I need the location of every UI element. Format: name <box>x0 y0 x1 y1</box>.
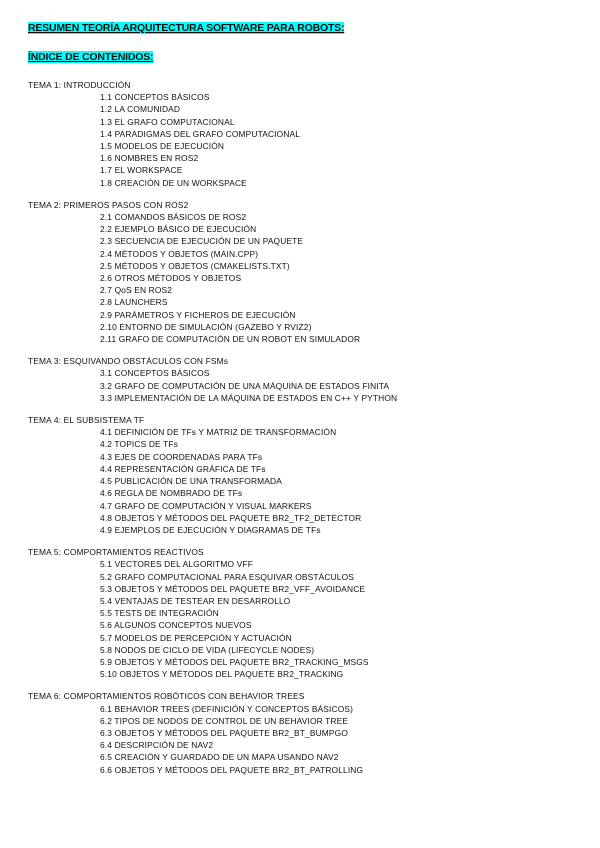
toc-item: 2.2 EJEMPLO BÁSICO DE EJECUCIÓN <box>100 224 257 235</box>
toc-item: 4.2 TOPICS DE TFs <box>100 439 178 450</box>
toc-item: 2.3 SECUENCIA DE EJECUCIÓN DE UN PAQUETE <box>100 236 304 247</box>
toc-item: 3.2 GRAFO DE COMPUTACIÓN DE UNA MÁQUINA DE ESTADOS FINITA <box>100 380 390 391</box>
chapter-title: TEMA 6: COMPORTAMIENTOS ROBÓTICOS CON BEHAVIOR TREES <box>28 691 305 702</box>
toc-item: 4.6 REGLA DE NOMBRADO DE TFs <box>100 488 243 499</box>
toc-item: 5.4 VENTAJAS DE TESTEAR EN DESARROLLO <box>100 595 291 606</box>
toc-item: 2.9 PARÁMETROS Y FICHEROS DE EJECUCIÓN <box>100 309 296 320</box>
toc-item: 4.4 REPRESENTACIÓN GRÁFICA DE TFs <box>100 463 266 474</box>
chapter-title: TEMA 2: PRIMEROS PASOS CON ROS2 <box>28 199 189 210</box>
toc-item: 4.8 OBJETOS Y MÉTODOS DEL PAQUETE BR2_TF2_DETECTOR <box>100 512 362 523</box>
toc-item: 2.11 GRAFO DE COMPUTACIÓN DE UN ROBOT EN SIMULADOR <box>100 334 361 345</box>
toc-item: 5.2 GRAFO COMPUTACIONAL PARA ESQUIVAR OBSTÁCULOS <box>100 571 354 582</box>
toc-item: 2.1 COMANDOS BÁSICOS DE ROS2 <box>100 212 247 223</box>
chapter-item-list <box>28 558 588 680</box>
toc-item: 6.6 OBJETOS Y MÉTODOS DEL PAQUETE BR2_BT_PATROLLING <box>100 764 364 775</box>
toc-item: 1.4 PARADIGMAS DEL GRAFO COMPUTACIONAL <box>100 128 301 139</box>
toc-item: 4.7 GRAFO DE COMPUTACIÓN Y VISUAL MARKERS <box>100 500 312 511</box>
toc-item: 4.1 DEFINICIÓN DE TFs Y MATRIZ DE TRANSFORMACIÓN <box>100 427 337 438</box>
chapter-item-list <box>28 91 588 189</box>
toc-item: 1.8 CREACIÓN DE UN WORKSPACE <box>100 177 247 188</box>
chapter-item-list <box>28 426 588 536</box>
toc-item: 5.8 NODOS DE CICLO DE VIDA (LIFECYCLE NODES) <box>100 644 315 655</box>
toc-item: 6.1 BEHAVIOR TREES (DEFINICIÓN Y CONCEPTOS BÁSICOS) <box>100 703 354 714</box>
toc-item: 2.10 ENTORNO DE SIMULACIÓN (GAZEBO Y RVIZ2) <box>100 321 312 332</box>
chapter-title: TEMA 1: INTRODUCCIÓN <box>28 80 131 90</box>
toc-chapter <box>28 546 588 680</box>
index-heading: ÍNDICE DE CONTENIDOS: <box>28 51 154 63</box>
toc-item: 2.6 OTROS MÉTODOS Y OBJETOS <box>100 273 242 284</box>
toc-item: 1.6 NOMBRES EN ROS2 <box>100 153 199 164</box>
table-of-contents <box>28 79 588 786</box>
toc-item: 2.7 QoS EN ROS2 <box>100 285 173 296</box>
toc-item: 5.7 MODELOS DE PERCEPCIÓN Y ACTUACIÓN <box>100 632 292 643</box>
chapter-item-list <box>28 367 588 404</box>
toc-item: 4.5 PUBLICACIÓN DE UNA TRANSFORMADA <box>100 476 282 487</box>
toc-item: 4.9 EJEMPLOS DE EJECUCIÓN Y DIAGRAMAS DE TFs <box>100 524 321 535</box>
toc-item: 2.4 MÉTODOS Y OBJETOS (MAIN.CPP) <box>100 248 259 259</box>
chapter-title: TEMA 4: EL SUBSISTEMA TF <box>28 415 145 426</box>
toc-chapter <box>28 690 588 775</box>
chapter-item-list <box>28 211 588 345</box>
toc-item: 2.8 LAUNCHERS <box>100 297 168 308</box>
chapter-title: TEMA 5: COMPORTAMIENTOS REACTIVOS <box>28 547 204 558</box>
toc-item: 1.5 MODELOS DE EJECUCIÓN <box>100 141 225 152</box>
toc-item: 5.3 OBJETOS Y MÉTODOS DEL PAQUETE BR2_VFF_AVOIDANCE <box>100 583 366 594</box>
toc-chapter <box>28 414 588 536</box>
toc-item: 1.2 LA COMUNIDAD <box>100 104 181 115</box>
toc-item: 6.2 TIPOS DE NODOS DE CONTROL DE UN BEHAVIOR TREE <box>100 715 349 726</box>
toc-item: 1.1 CONCEPTOS BÁSICOS <box>100 92 210 103</box>
toc-item: 2.5 MÉTODOS Y OBJETOS (CMAKELISTS.TXT) <box>100 260 290 271</box>
chapter-title: TEMA 3: ESQUIVANDO OBSTÁCULOS CON FSMs <box>28 356 229 367</box>
toc-item: 5.5 TESTS DE INTEGRACIÓN <box>100 608 219 619</box>
toc-item: 5.10 OBJETOS Y MÉTODOS DEL PAQUETE BR2_TRACKING <box>100 669 344 680</box>
toc-item: 5.9 OBJETOS Y MÉTODOS DEL PAQUETE BR2_TRACKING_MSGS <box>100 656 369 667</box>
toc-item: 4.3 EJES DE COORDENADAS PARA TFs <box>100 451 263 462</box>
toc-item: 6.4 DESCRIPCIÓN DE NAV2 <box>100 740 214 751</box>
toc-item: 3.1 CONCEPTOS BÁSICOS <box>100 368 210 379</box>
toc-item: 5.6 ALGUNOS CONCEPTOS NUEVOS <box>100 620 252 631</box>
document-title: RESUMEN TEORÍA ARQUITECTURA SOFTWARE PARA ROBOTS: <box>28 22 345 34</box>
toc-chapter <box>28 199 588 345</box>
toc-item: 5.1 VECTORES DEL ALGORITMO VFF <box>100 559 253 570</box>
toc-item: 3.3 IMPLEMENTACIÓN DE LA MÁQUINA DE ESTADOS EN C++ Y PYTHON <box>100 392 398 403</box>
toc-item: 1.7 EL WORKSPACE <box>100 165 183 176</box>
toc-item: 6.5 CREACIÓN Y GUARDADO DE UN MAPA USANDO NAV2 <box>100 752 339 763</box>
toc-chapter <box>28 79 588 189</box>
toc-item: 6.3 OBJETOS Y MÉTODOS DEL PAQUETE BR2_BT_BUMPGO <box>100 727 348 738</box>
toc-item: 1.3 EL GRAFO COMPUTACIONAL <box>100 116 235 127</box>
chapter-item-list <box>28 703 588 776</box>
toc-chapter <box>28 355 588 404</box>
